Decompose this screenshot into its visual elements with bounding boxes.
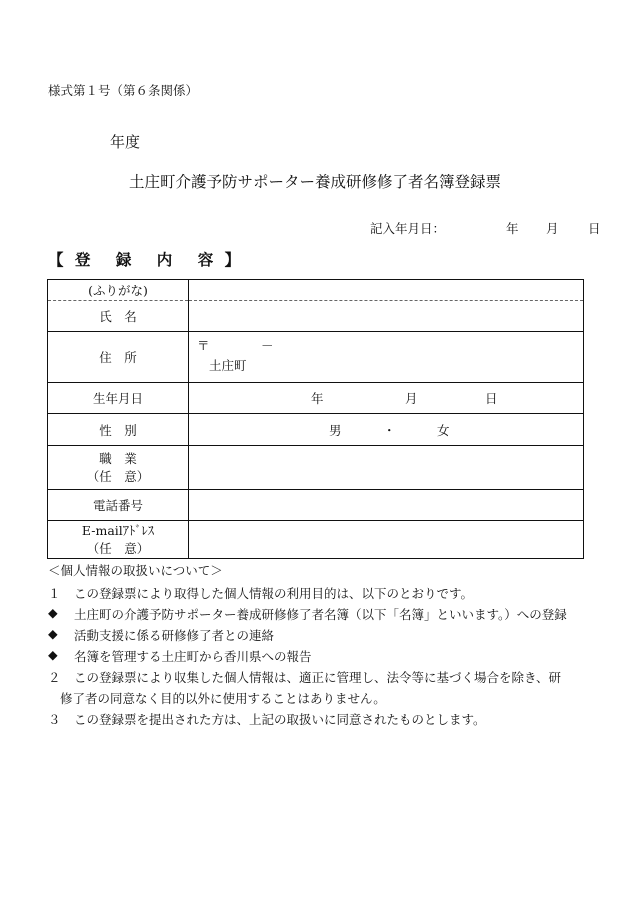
note-text: この登録票により取得した個人情報の利用目的は、以下のとおりです。: [74, 586, 474, 601]
postal-dash: －: [261, 338, 274, 353]
postal-mark: 〒: [197, 338, 210, 353]
phone-field[interactable]: [189, 490, 584, 521]
bullet-icon: ◆: [48, 647, 58, 662]
section-char: 登: [74, 250, 91, 269]
dob-label: 生年月日: [48, 383, 189, 414]
entry-month-label: 月: [546, 221, 559, 236]
town-name: 土庄町: [209, 358, 247, 373]
document-title: 土庄町介護予防サポーター養成研修修了者名簿登録票: [128, 173, 501, 191]
name-field[interactable]: [189, 301, 584, 332]
note-text: この登録票を提出された方は、上記の取扱いに同意されたものとします。: [74, 712, 486, 727]
entry-day-label: 日: [588, 221, 601, 236]
table-row: [48, 301, 584, 332]
email-label: [48, 521, 189, 559]
email-field[interactable]: [189, 521, 584, 559]
note-text: この登録票により収集した個人情報は、適正に管理し、法令等に基づく場合を除き、研: [74, 670, 562, 685]
bullet-text: 活動支援に係る研修修了者との連絡: [74, 628, 275, 643]
furigana-field[interactable]: [189, 280, 584, 301]
address-field[interactable]: [189, 332, 584, 383]
entry-year-label: 年: [506, 221, 519, 236]
sex-label: 性 別: [48, 414, 189, 446]
occupation-label: [48, 446, 189, 490]
email-label-line1: E-mailｱﾄﾞﾚｽ: [81, 522, 155, 538]
form-number: 様式第１号（第６条関係）: [48, 83, 199, 98]
privacy-heading: ＜個人情報の取扱いについて＞: [48, 563, 223, 578]
note-number: ３: [48, 712, 61, 727]
address-label: 住 所: [48, 332, 189, 383]
table-row: [48, 521, 584, 559]
table-row: [48, 490, 584, 521]
bullet-icon: ◆: [48, 626, 58, 641]
section-char: 容: [197, 250, 214, 269]
registration-table: [47, 279, 584, 559]
entry-date-label: 記入年月日：: [370, 221, 446, 236]
dob-year-label: 年: [311, 391, 324, 406]
section-bracket-open: 【: [48, 250, 64, 269]
section-char: 録: [115, 250, 132, 269]
table-row: [48, 446, 584, 490]
note-text: 修了者の同意なく目的以外に使用することはありません。: [60, 691, 386, 706]
section-char: 内: [156, 250, 173, 269]
phone-label: 電話番号: [48, 490, 189, 521]
optional-note: （任 意）: [86, 540, 150, 556]
note-number: １: [48, 586, 61, 601]
bullet-text: 土庄町の介護予防サポーター養成研修修了者名簿（以下「名簿」といいます。）への登録: [74, 607, 567, 622]
sex-field: [189, 414, 584, 446]
table-row: [48, 414, 584, 446]
occupation-label-line1: 職 業: [99, 450, 137, 466]
bullet-text: 名簿を管理する土庄町から香川県への報告: [74, 649, 312, 664]
dob-month-label: 月: [405, 391, 418, 406]
bullet-icon: ◆: [48, 605, 58, 620]
optional-note: （任 意）: [86, 468, 150, 484]
name-label: 氏 名: [48, 301, 189, 332]
female-option[interactable]: 女: [437, 422, 450, 438]
option-separator: ・: [383, 422, 396, 438]
table-row: [48, 332, 584, 383]
dob-day-label: 日: [485, 391, 498, 406]
male-option[interactable]: 男: [329, 422, 342, 438]
section-title: [48, 248, 240, 270]
furigana-label: (ふりがな): [48, 280, 189, 301]
occupation-field[interactable]: [189, 446, 584, 490]
note-number: ２: [48, 670, 61, 685]
fiscal-year-label: 年度: [110, 133, 141, 151]
dob-field[interactable]: [189, 383, 584, 414]
table-row: [48, 280, 584, 301]
table-row: [48, 383, 584, 414]
section-bracket-close: 】: [224, 250, 241, 269]
